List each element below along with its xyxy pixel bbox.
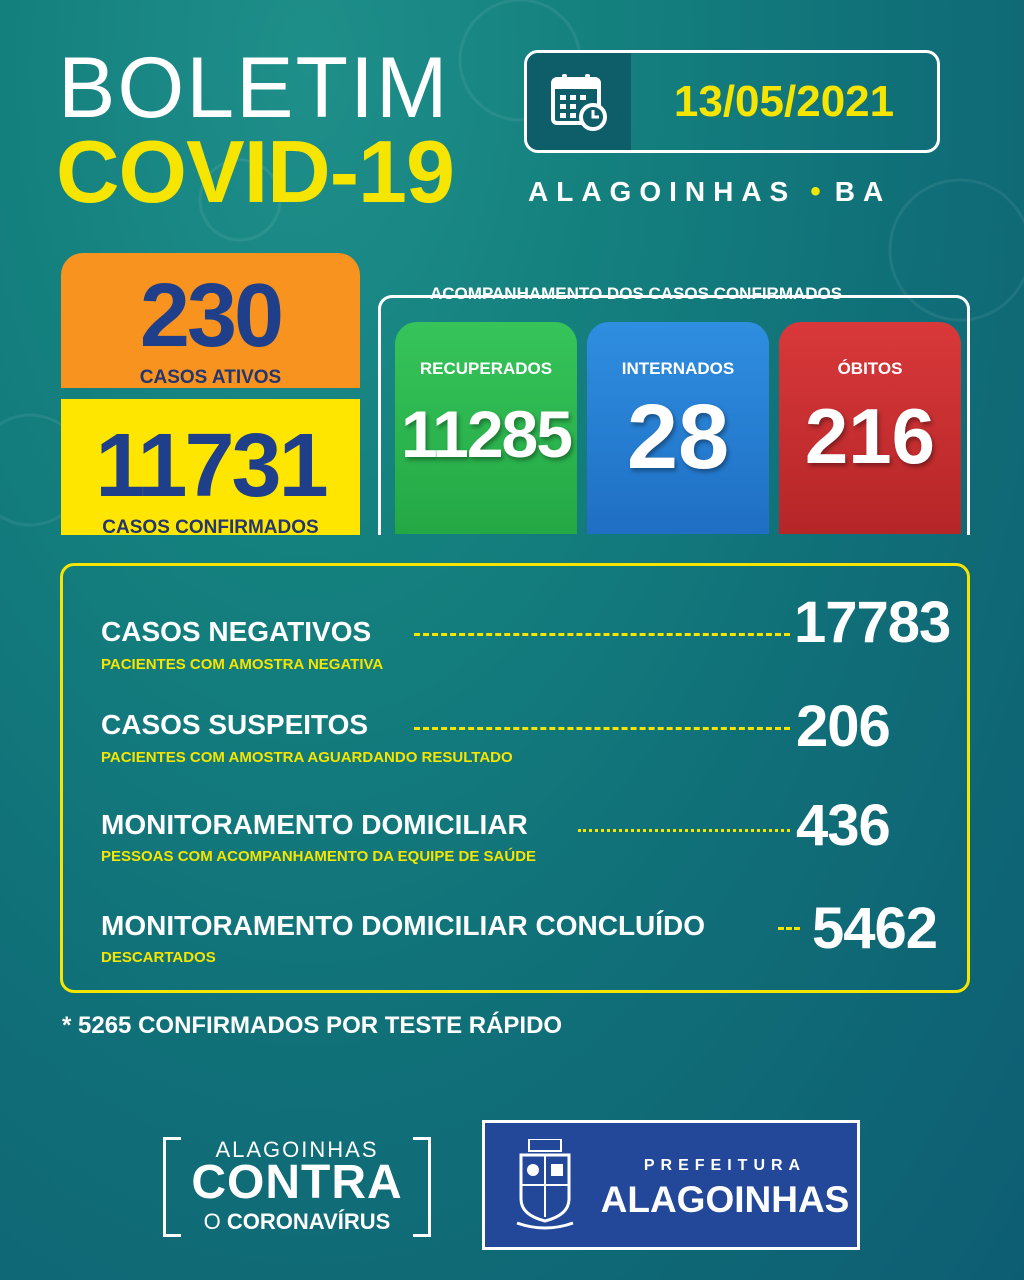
active-cases-label: CASOS ATIVOS bbox=[139, 367, 282, 388]
covid-title: COVID-19 bbox=[56, 122, 454, 221]
suspected-leader-line bbox=[414, 727, 790, 730]
active-cases-value: 230 bbox=[139, 266, 282, 366]
negative-cases-subtitle: PACIENTES COM AMOSTRA NEGATIVA bbox=[101, 656, 384, 673]
confirmed-cases-value: 11731 bbox=[95, 416, 326, 516]
state-name: BA bbox=[834, 176, 892, 207]
recovered-value: 11285 bbox=[401, 397, 571, 471]
home-monitoring-done-subtitle: DESCARTADOS bbox=[101, 949, 216, 966]
home-monitoring-done-title: MONITORAMENTO DOMICILIAR CONCLUÍDO bbox=[101, 910, 706, 941]
separator-dot: • bbox=[810, 175, 821, 208]
negative-cases-title: CASOS NEGATIVOS bbox=[101, 616, 372, 647]
hospitalized-value: 28 bbox=[626, 386, 730, 488]
city-crest-icon bbox=[515, 1139, 575, 1231]
campaign-city: ALAGOINHAS bbox=[215, 1137, 379, 1162]
campaign-subline bbox=[163, 1209, 431, 1235]
hospitalized-label: INTERNADOS bbox=[621, 359, 735, 378]
negative-cases-value: 17783 bbox=[794, 590, 951, 655]
bulletin-title: BOLETIM bbox=[58, 40, 450, 136]
home-monitoring-title: MONITORAMENTO DOMICILIAR bbox=[101, 809, 528, 840]
home-monitoring-leader-line bbox=[578, 829, 790, 832]
confirmed-cases-box bbox=[61, 399, 360, 538]
campaign-contra: CONTRA bbox=[191, 1156, 403, 1209]
suspected-cases-title: CASOS SUSPEITOS bbox=[101, 709, 369, 740]
home-monitoring-done-leader-line bbox=[778, 927, 800, 930]
home-monitoring-value: 436 bbox=[796, 793, 890, 858]
home-monitoring-done-value: 5462 bbox=[812, 896, 938, 961]
home-monitoring-subtitle: PESSOAS COM ACOMPANHAMENTO DA EQUIPE DE SAÚDE bbox=[101, 848, 537, 865]
campaign-logo bbox=[163, 1137, 431, 1237]
suspected-cases-subtitle: PACIENTES COM AMOSTRA AGUARDANDO RESULTADO bbox=[101, 749, 513, 766]
date-box bbox=[524, 50, 940, 153]
bulletin-date: 13/05/2021 bbox=[673, 76, 895, 126]
deaths-value: 216 bbox=[804, 392, 936, 480]
deaths-card bbox=[779, 322, 961, 534]
recovered-label: RECUPERADOS bbox=[419, 359, 553, 378]
confirmed-cases-label: CASOS CONFIRMADOS bbox=[102, 517, 319, 538]
city-name: ALAGOINHAS bbox=[528, 176, 797, 207]
tracking-title: ACOMPANHAMENTO DOS CASOS CONFIRMADOS bbox=[430, 284, 843, 303]
active-cases-box bbox=[61, 253, 360, 388]
prefeitura-logo bbox=[482, 1120, 860, 1250]
prefeitura-label: PREFEITURA bbox=[643, 1157, 807, 1174]
campaign-prefix: O bbox=[203, 1209, 221, 1234]
prefeitura-city: ALAGOINHAS bbox=[600, 1179, 850, 1220]
hospitalized-card bbox=[587, 322, 769, 534]
suspected-cases-value: 206 bbox=[796, 694, 890, 759]
campaign-coronavirus: CORONAVÍRUS bbox=[226, 1209, 391, 1234]
deaths-label: ÓBITOS bbox=[837, 359, 903, 378]
calendar-clock-icon bbox=[527, 53, 631, 150]
rapid-test-footnote: * 5265 CONFIRMADOS POR TESTE RÁPIDO bbox=[62, 1012, 563, 1039]
recovered-card bbox=[395, 322, 577, 534]
location bbox=[528, 175, 948, 209]
negative-leader-line bbox=[414, 633, 790, 636]
